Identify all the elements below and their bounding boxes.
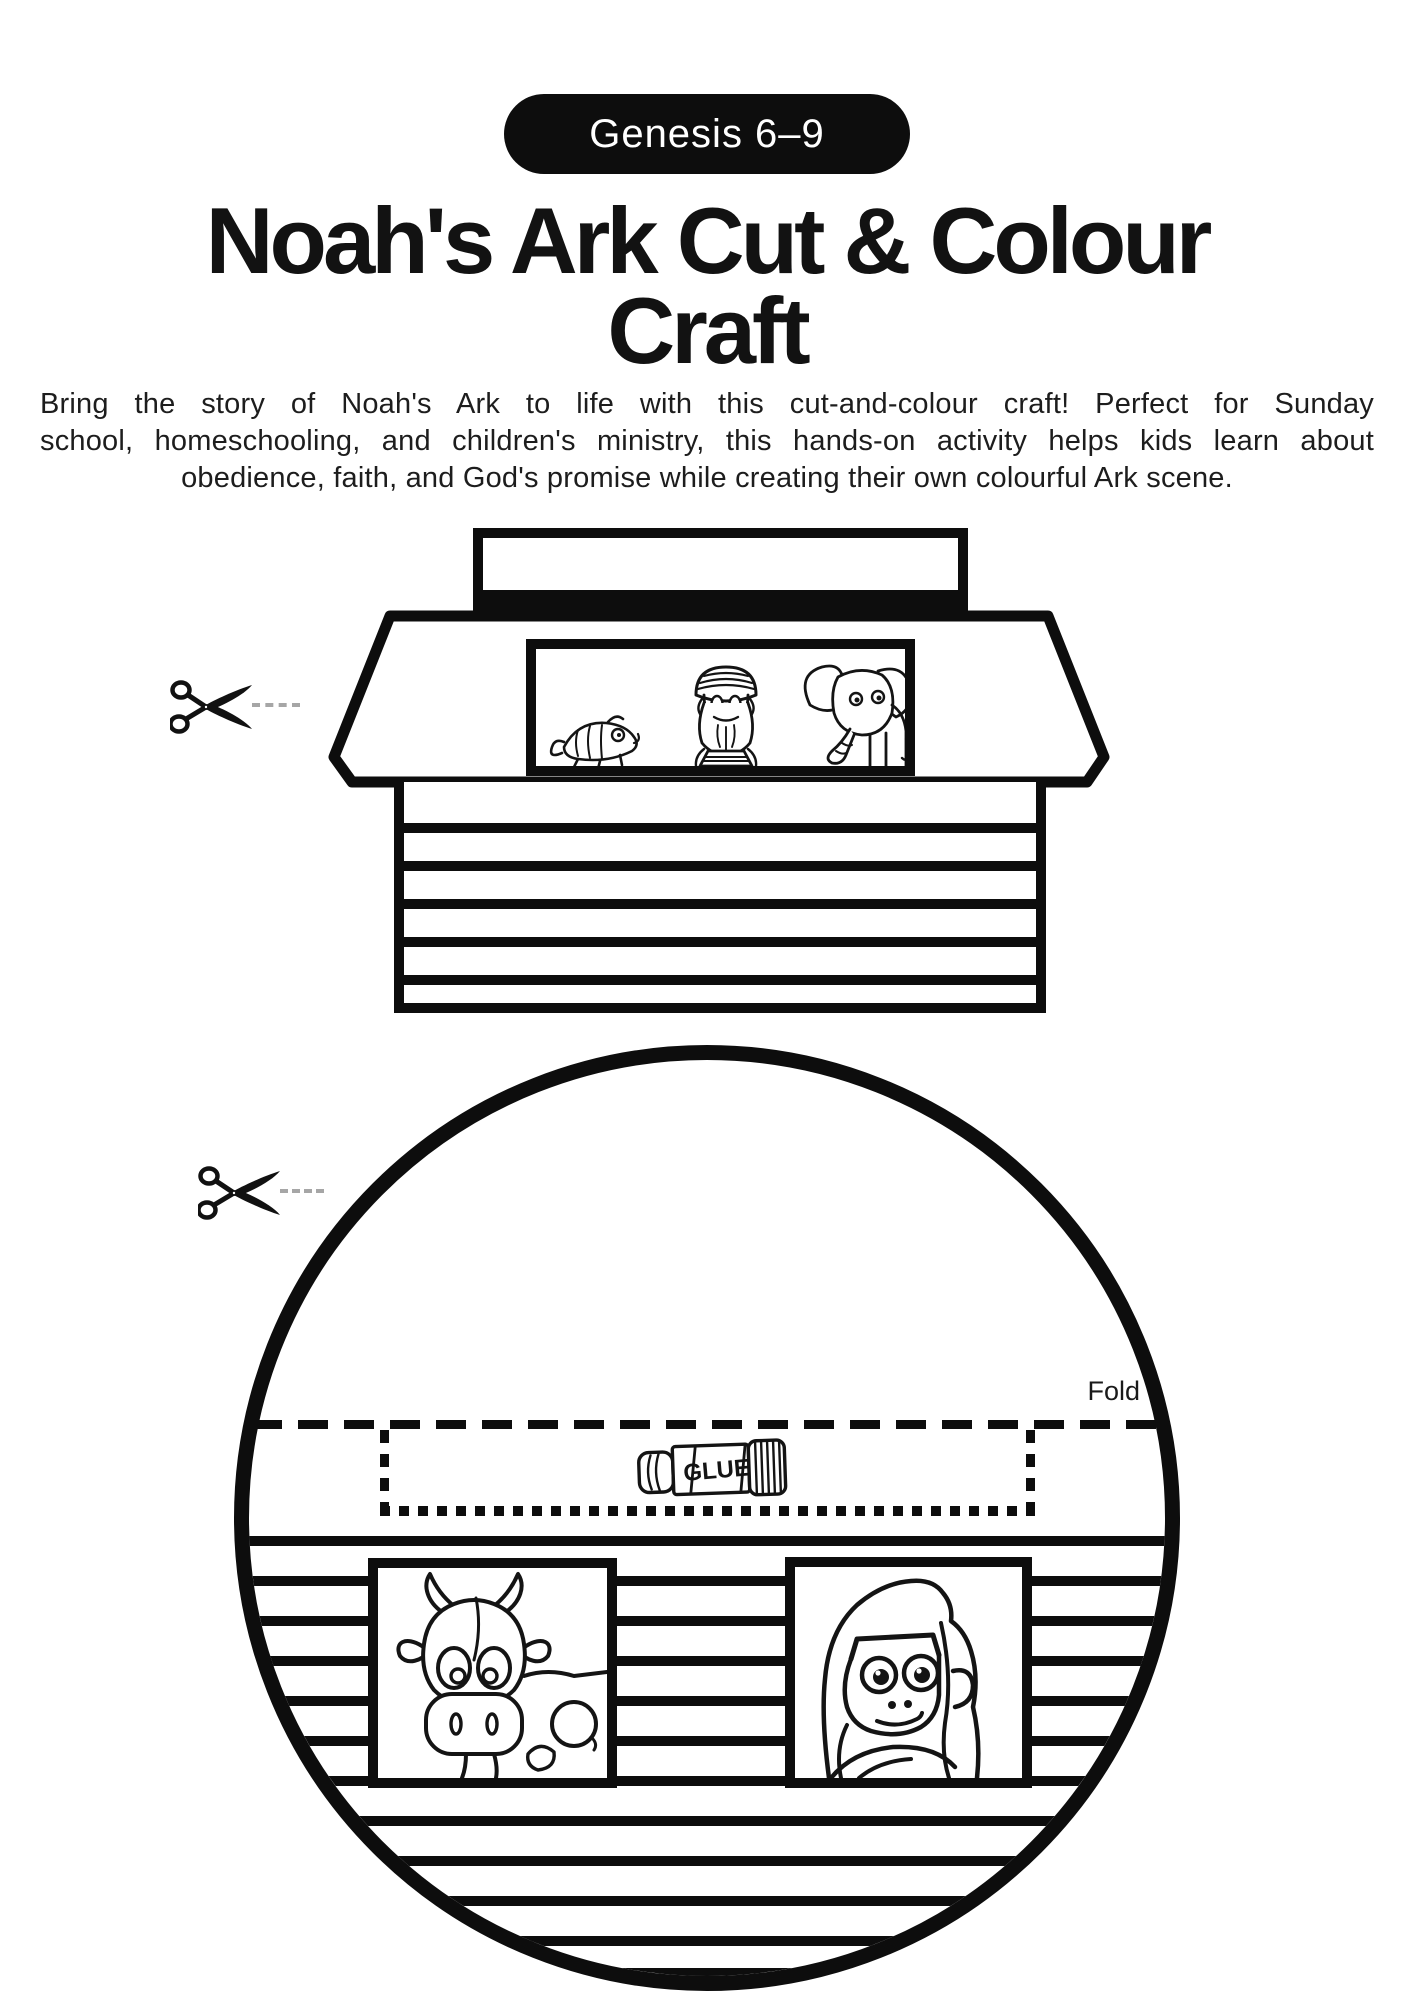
ark-cabin-box (473, 528, 968, 600)
glue-flap-right-border (1026, 1430, 1035, 1506)
roof-window (526, 639, 915, 776)
fold-label: Fold (1087, 1376, 1140, 1406)
plank-line (404, 899, 1036, 909)
glue-flap-left-border (380, 1430, 389, 1506)
ark-top-planks (394, 782, 1046, 1013)
plank-line (249, 1968, 1165, 1976)
gorilla-window (785, 1557, 1032, 1788)
page-title (0, 188, 1414, 383)
plank-line (404, 937, 1036, 947)
intro-line-3: obedience, faith, and God's promise while creating their own colourful Ark scene. (181, 462, 1233, 494)
elephant-drawing (805, 666, 905, 766)
title-line-2: Craft (607, 278, 807, 383)
chameleon-drawing (551, 717, 639, 766)
plank-line (249, 1816, 1165, 1826)
plank-line (249, 1936, 1165, 1946)
hull-plank-lines (249, 1060, 1165, 1976)
intro-line-1: Bring the story of Noah's Ark to life with this cut-and-colour craft! Perfect for Sunday (40, 388, 1374, 420)
plank-line (404, 823, 1036, 833)
glue-label: GLUE (682, 1454, 752, 1488)
plank-line (249, 1536, 1165, 1546)
plank-line (404, 861, 1036, 871)
roof-window-scene (536, 649, 905, 766)
gorilla-drawing (795, 1567, 1022, 1778)
cut-dashed-line (280, 1189, 324, 1193)
intro-paragraph (40, 386, 1374, 497)
plank-line (249, 1856, 1165, 1866)
cow-drawing (378, 1568, 607, 1778)
genesis-badge (504, 94, 910, 174)
plank-line (249, 1896, 1165, 1906)
noah-drawing (696, 667, 756, 766)
title-line-1: Noah's Ark Cut & Colour (205, 188, 1209, 293)
glue-stick-icon (635, 1435, 807, 1503)
scissors-icon (198, 1164, 282, 1222)
plank-line (404, 975, 1036, 985)
badge-label: Genesis 6–9 (589, 111, 825, 156)
fold-dashed-line (252, 1420, 1164, 1429)
cut-dashed-line (252, 703, 300, 707)
intro-line-2: school, homeschooling, and children's ministry, this hands-on activity helps kids learn about (40, 425, 1374, 457)
scissors-icon (170, 678, 254, 736)
cow-window (368, 1558, 617, 1788)
glue-flap-bottom-border (380, 1506, 1035, 1516)
